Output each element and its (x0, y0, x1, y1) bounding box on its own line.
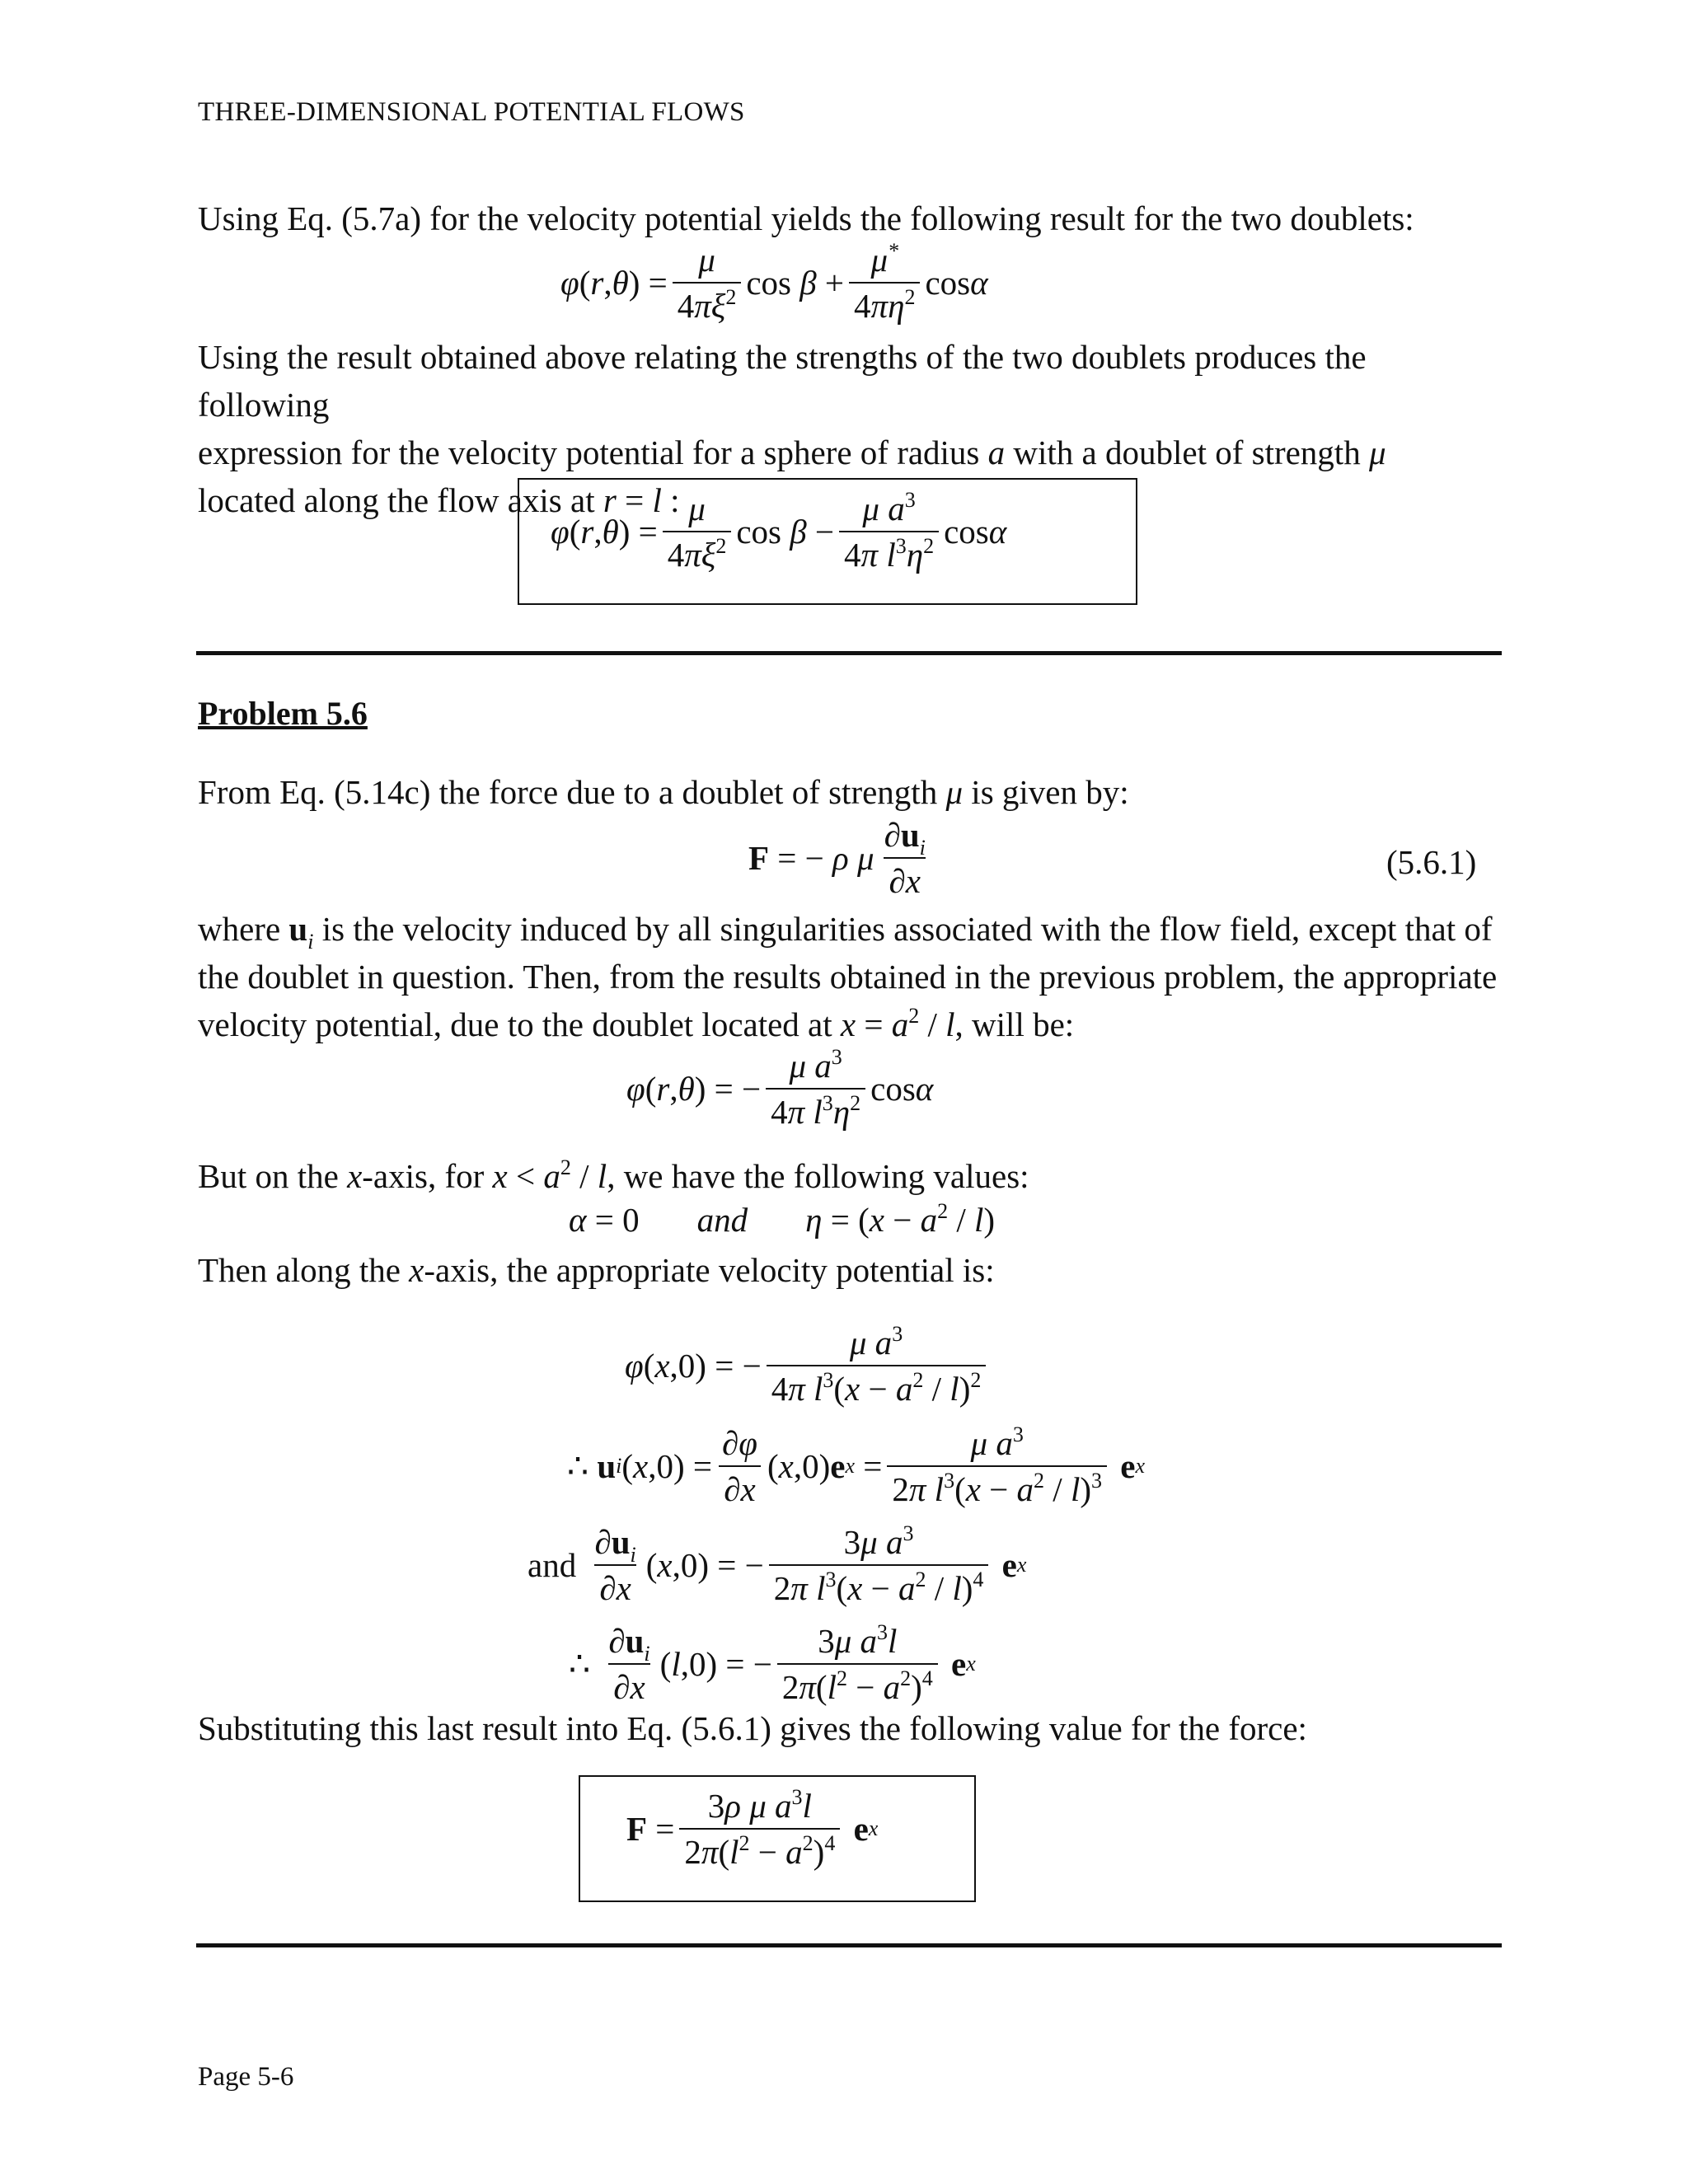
section-divider-bottom (196, 1943, 1502, 1947)
equation-axis-values: α = 0 and $\eta = (x - a^2 / l)$ (569, 1199, 996, 1239)
paragraph-strengths: Using the result obtained above relating the strengths of the two doublets produces the following expression for the velocity potential for a sphere of radius a with a doublet of strength μ located along the flow axis at r = l : (198, 338, 1386, 519)
paragraph-induced-velocity: where $u_i$ is the velocity induced by all singularities associated with the flow field, except that of the doublet in question. Then, from the results obtained in the previous problem, the appropriate velocity potential, due to the doublet located at $x = a^2 / l$, will be: (198, 910, 1498, 1043)
equation-force-definition: F = − ρ μ $\frac{\partial u_i}{\partial x}$ (748, 816, 926, 900)
paragraph-force-intro: From Eq. (5.14c) the force due to a doublet of strength μ is given by: (198, 773, 1129, 811)
section-divider (196, 651, 1502, 655)
equation-two-doublets: φ ( r , θ ) = $\frac{\mu}{4\pi\xi^2}$ cos β + $\frac{\mu^*}{4\pi\eta^2}$ cos α (560, 239, 988, 325)
running-header: THREE-DIMENSIONAL POTENTIAL FLOWS (198, 97, 745, 127)
equation-gradient-at-l: ∴ $\frac{\partial u_i}{\partial x}$ ( l ,0) = − $\frac{3\mu a^3l}{2\pi(l^2 - a^2)^4}$ e x (569, 1620, 976, 1706)
equation-force-result: F = $\frac{3\rho \mu a^3l}{2\pi(l^2 - a^2)^4}$ e x (626, 1785, 879, 1871)
equation-axis-potential: φ ( x ,0) = − $\frac{\mu a^3}{4\pi l^3(x - a^2 / l)^2}$ (625, 1324, 991, 1408)
equation-sphere-potential: φ ( r , θ ) = $\frac{\mu}{4\pi\xi^2}$ cos β − $\frac{\mu a^3}{4\pi l^3\eta^2}$ cos α (551, 488, 1007, 574)
equation-number: (5.6.1) (1386, 843, 1477, 881)
equation-velocity-gradient: and $\frac{\partial u_i}{\partial x}$ ( x ,0) = − $\frac{3\mu a^3}{2\pi l^3(x - a^2 / l)^4}$ e x (528, 1521, 1027, 1607)
paragraph-substitution: Substituting this last result into Eq. (5.6.1) gives the following value for the force: (198, 1709, 1307, 1747)
page-number: Page 5-6 (198, 2062, 294, 2092)
paragraph-along-axis: Then along the x-axis, the appropriate velocity potential is: (198, 1251, 995, 1289)
equation-induced-velocity: ∴ u i ( x ,0) = $\frac{\partial\varphi}{\partial x}$ ( x ,0) e x = $\frac{\mu a^3}{2\pi l^3(x - a^2 / l)^3}$ e x (567, 1422, 1146, 1508)
paragraph-intro: Using Eq. (5.7a) for the velocity potential yields the following result for the two doublets: (198, 199, 1414, 237)
paragraph-axis-values: But on the x-axis, for $x < a^2 / l$, we have the following values: (198, 1155, 1029, 1195)
equation-image-potential: φ ( r , θ ) = − $\frac{\mu a^3}{4\pi l^3\eta^2}$ cos α (626, 1045, 934, 1131)
problem-title: Problem 5.6 (198, 695, 368, 732)
